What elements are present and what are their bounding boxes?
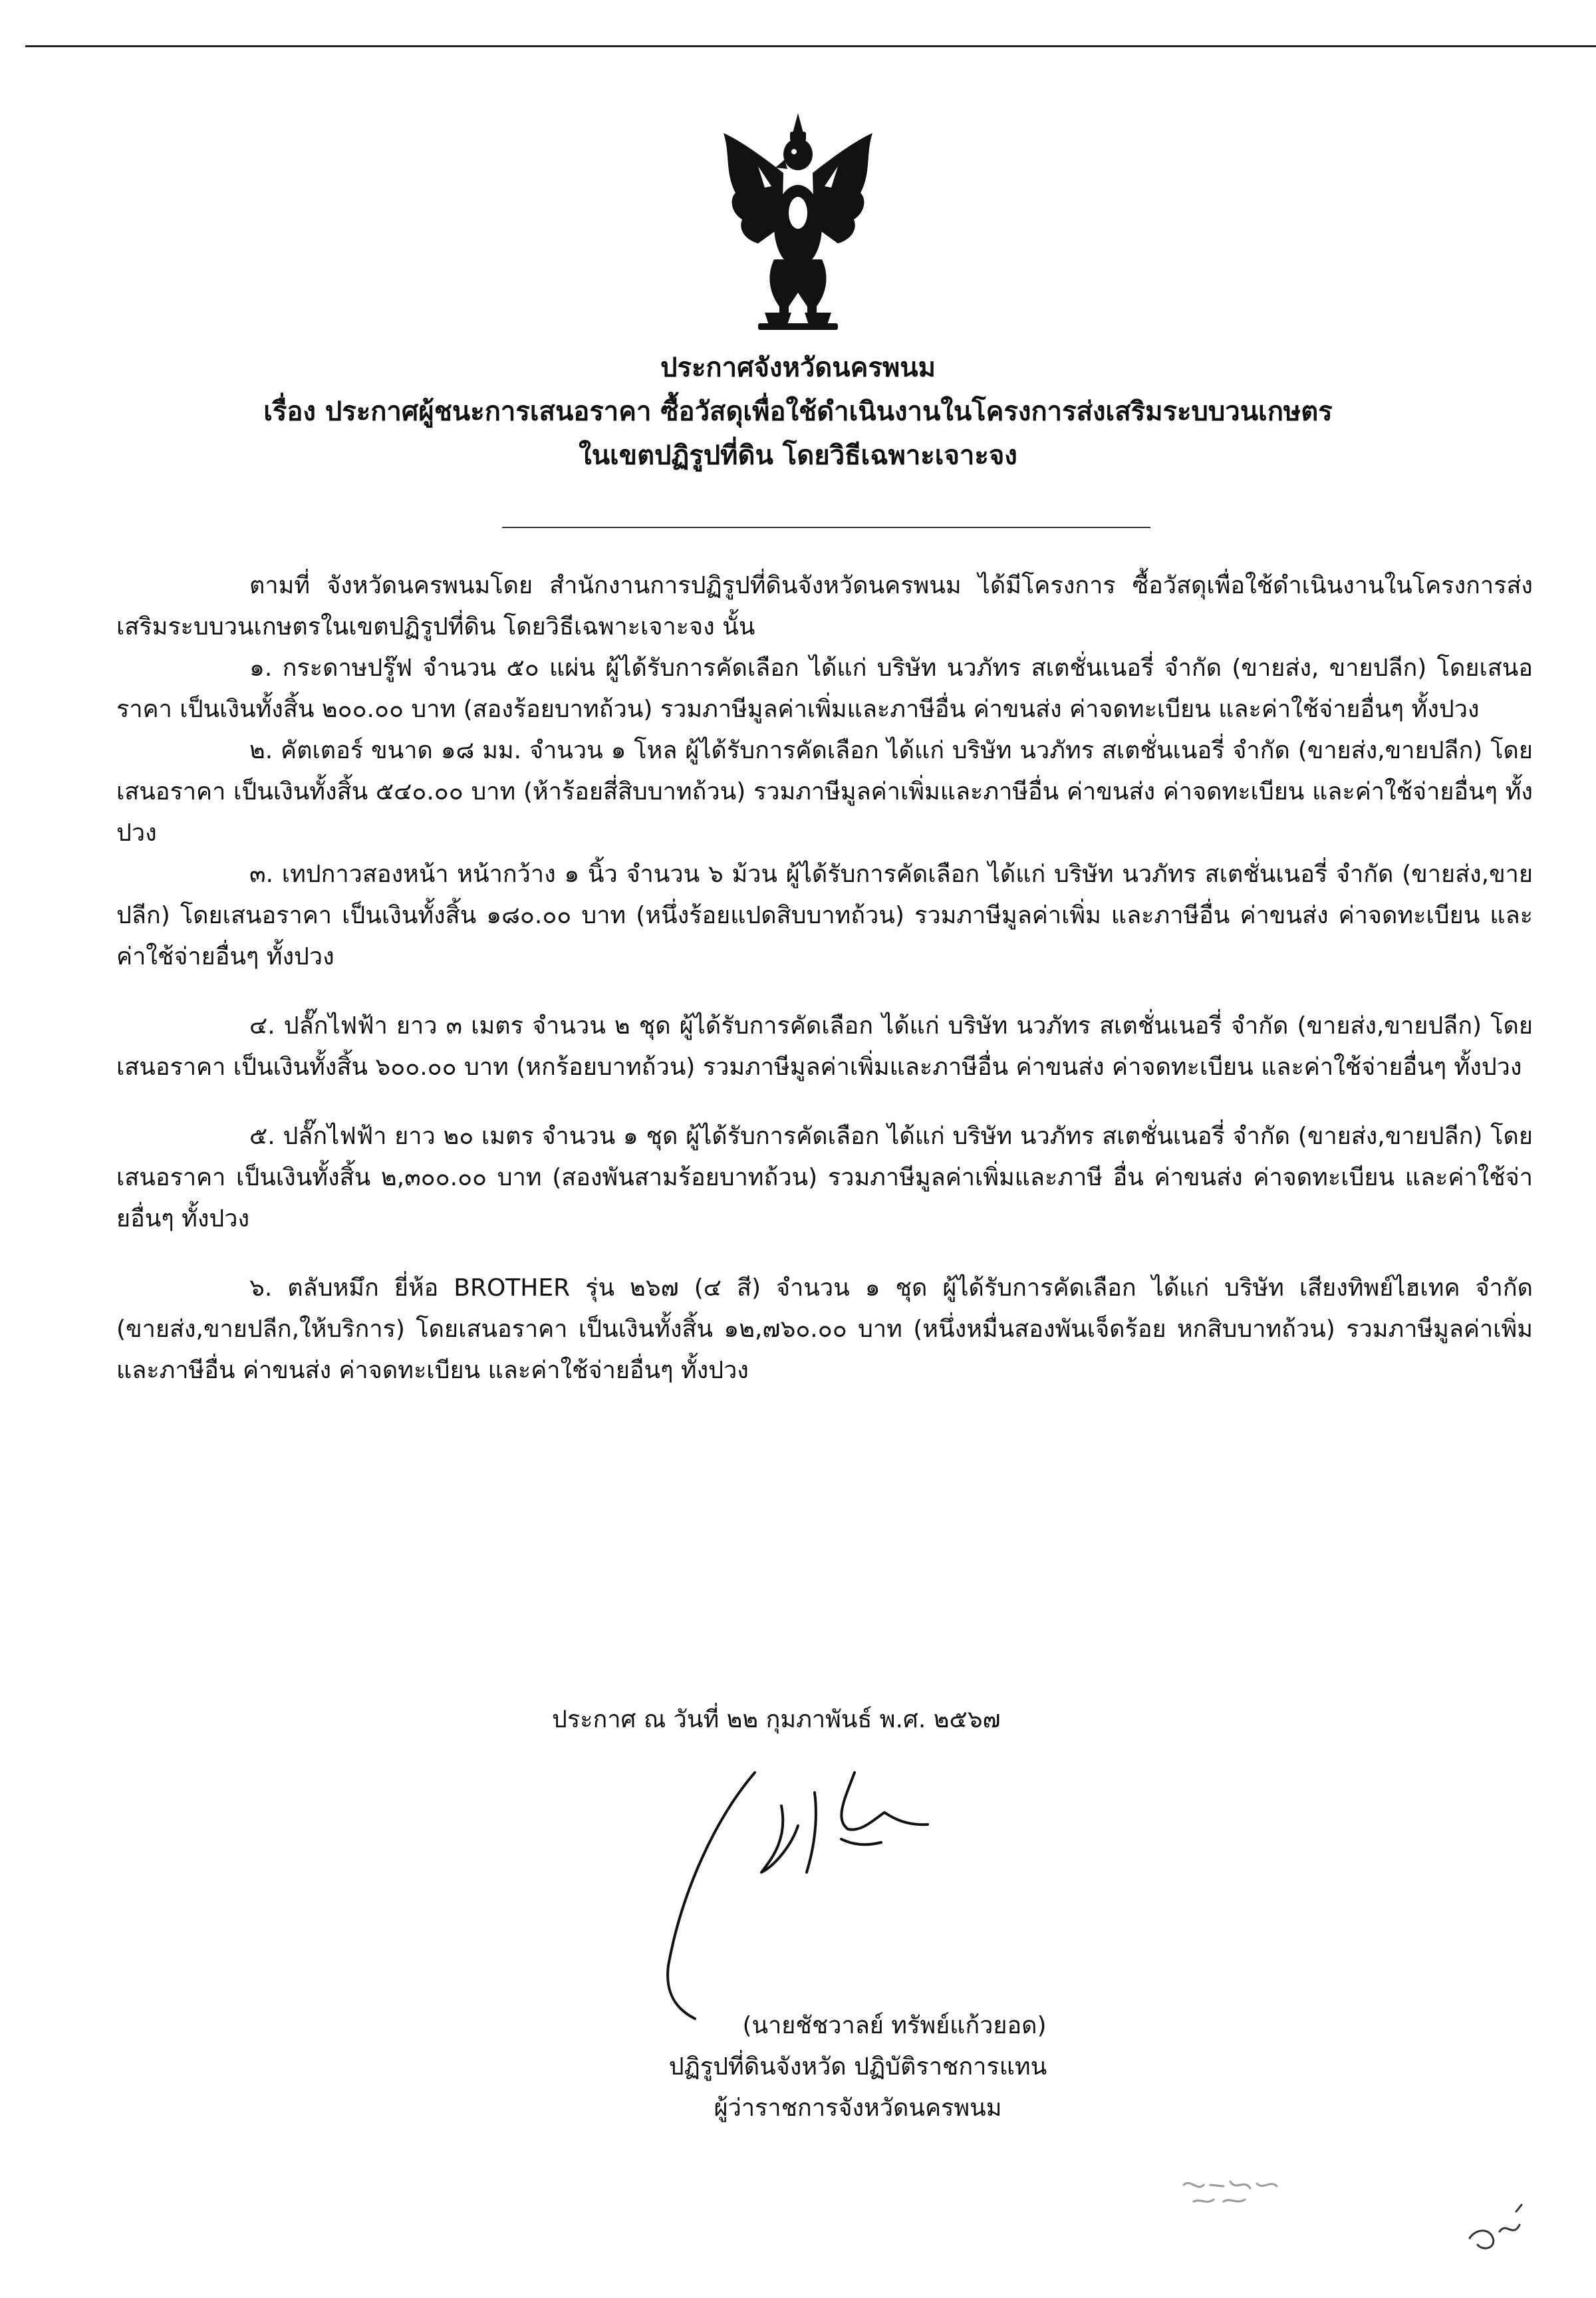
item-6-paragraph: ๖. ตลับหมึก ยี่ห้อ BROTHER รุ่น ๒๖๗ (๔ สี) จำนวน ๑ ชุด ผู้ได้รับการคัดเลือก ได้แก่ บริษัท เสียงทิพย์ไฮเทค จำกัด (ขายส่ง,ขายปลีก,ให้บริการ) โดยเสนอราคา เป็นเงินทั้งสิ้น ๑๒,๗๖๐.๐๐ บาท (หนึ่งหมื่นสองพันเจ็ดร้อย หกสิบบาทถ้วน) รวมภาษีมูลค่าเพิ่มและภาษีอื่น ค่าขนส่ง ค่าจดทะเบียน และค่าใช้จ่ายอื่นๆ ทั้งปวง (116, 1274, 1533, 1384)
signer-name: (นายชัชวาลย์ ทรัพย์แก้วยอด) (742, 2012, 1047, 2039)
top-border-line (25, 45, 1596, 47)
announcement-subject-line2: ในเขตปฏิรูปที่ดิน โดยวิธีเฉพาะเจาะจง (579, 440, 1017, 471)
garuda-emblem-icon (718, 113, 878, 333)
item-2-paragraph: ๒. คัตเตอร์ ขนาด ๑๘ มม. จำนวน ๑ โหล ผู้ได้รับการคัดเลือก ได้แก่ บริษัท นวภัทร สเตชั่นเนอรี่ จำกัด (ขายส่ง,ขายปลีก) โดยเสนอราคา เป็นเงินทั้งสิ้น ๕๔๐.๐๐ บาท (ห้าร้อยสี่สิบบาทถ้วน) รวมภาษีมูลค่าเพิ่มและภาษีอื่น ค่าขนส่ง ค่าจดทะเบียน และค่าใช้จ่ายอื่นๆ ทั้งปวง (116, 737, 1533, 847)
item-3-paragraph: ๓. เทปกาวสองหน้า หน้ากว้าง ๑ นิ้ว จำนวน ๖ ม้วน ผู้ได้รับการคัดเลือก ได้แก่ บริษัท นวภัทร สเตชั่นเนอรี่ จำกัด (ขายส่ง,ขายปลีก) โดยเสนอราคา เป็นเงินทั้งสิ้น ๑๘๐.๐๐ บาท (หนึ่งร้อยแปดสิบบาทถ้วน) รวมภาษีมูลค่าเพิ่ม และภาษีอื่น ค่าขนส่ง ค่าจดทะเบียน และค่าใช้จ่ายอื่นๆ ทั้งปวง (116, 861, 1533, 970)
document-header (113, 346, 1483, 478)
handwritten-signature (655, 1746, 961, 2025)
closing-section (116, 1699, 1533, 1741)
announcement-date: ประกาศ ณ วันที่ ๒๒ กุมภาพันธ์ พ.ศ. ๒๕๖๗ (552, 1706, 1001, 1733)
item-5-paragraph: ๕. ปลั๊กไฟฟ้า ยาว ๒๐ เมตร จำนวน ๑ ชุด ผู้ได้รับการคัดเลือก ได้แก่ บริษัท นวภัทร สเตชั่นเนอรี่ จำกัด (ขายส่ง,ขายปลีก) โดยเสนอราคา เป็นเงินทั้งสิ้น ๒,๓๐๐.๐๐ บาท (สองพันสามร้อยบาทถ้วน) รวมภาษีมูลค่าเพิ่มและภาษี อื่น ค่าขนส่ง ค่าจดทะเบียน และค่าใช้จ่ายอื่นๆ ทั้งปวง (116, 1123, 1533, 1232)
item-4-paragraph: ๔. ปลั๊กไฟฟ้า ยาว ๓ เมตร จำนวน ๒ ชุด ผู้ได้รับการคัดเลือก ได้แก่ บริษัท นวภัทร สเตชั่นเนอรี่ จำกัด (ขายส่ง,ขายปลีก) โดยเสนอราคา เป็นเงินทั้งสิ้น ๖๐๐.๐๐ บาท (หกร้อยบาทถ้วน) รวมภาษีมูลค่าเพิ่มและภาษีอื่น ค่าขนส่ง ค่าจดทะเบียน และค่าใช้จ่ายอื่นๆ ทั้งปวง (116, 1012, 1533, 1081)
handwritten-marks (1170, 2165, 1569, 2298)
announcement-subject: เรื่อง ประกาศผู้ชนะการเสนอราคา ซื้อวัสดุเพื่อใช้ดำเนินงานในโครงการส่งเสริมระบบวนเกษตร (263, 396, 1333, 427)
signer-position-2: ผู้ว่าราชการจังหวัดนครพนม (714, 2094, 1002, 2122)
document-body (116, 565, 1533, 1391)
item-1-paragraph: ๑. กระดาษปรู๊ฟ จำนวน ๕๐ แผ่น ผู้ได้รับการคัดเลือก ได้แก่ บริษัท นวภัทร สเตชั่นเนอรี่ จำกัด (ขายส่ง, ขายปลีก) โดยเสนอราคา เป็นเงินทั้งสิ้น ๒๐๐.๐๐ บาท (สองร้อยบาทถ้วน) รวมภาษีมูลค่าเพิ่มและภาษีอื่น ค่าขนส่ง ค่าจดทะเบียน และค่าใช้จ่ายอื่นๆ ทั้งปวง (116, 654, 1533, 723)
intro-paragraph: ตามที่ จังหวัดนครพนมโดย สำนักงานการปฏิรูปที่ดินจังหวัดนครพนม ได้มีโครงการ ซื้อวัสดุเพื่อใช้ดำเนินงานในโครงการส่งเสริมระบบวนเกษตรในเขตปฏิรูปที่ดิน โดยวิธีเฉพาะเจาะจง นั้น (116, 572, 1533, 641)
header-divider (502, 527, 1150, 528)
announcement-title: ประกาศจังหวัดนครพนม (660, 353, 936, 383)
signer-block (559, 2005, 1157, 2129)
signer-position: ปฏิรูปที่ดินจังหวัด ปฏิบัติราชการแทน (668, 2053, 1047, 2081)
